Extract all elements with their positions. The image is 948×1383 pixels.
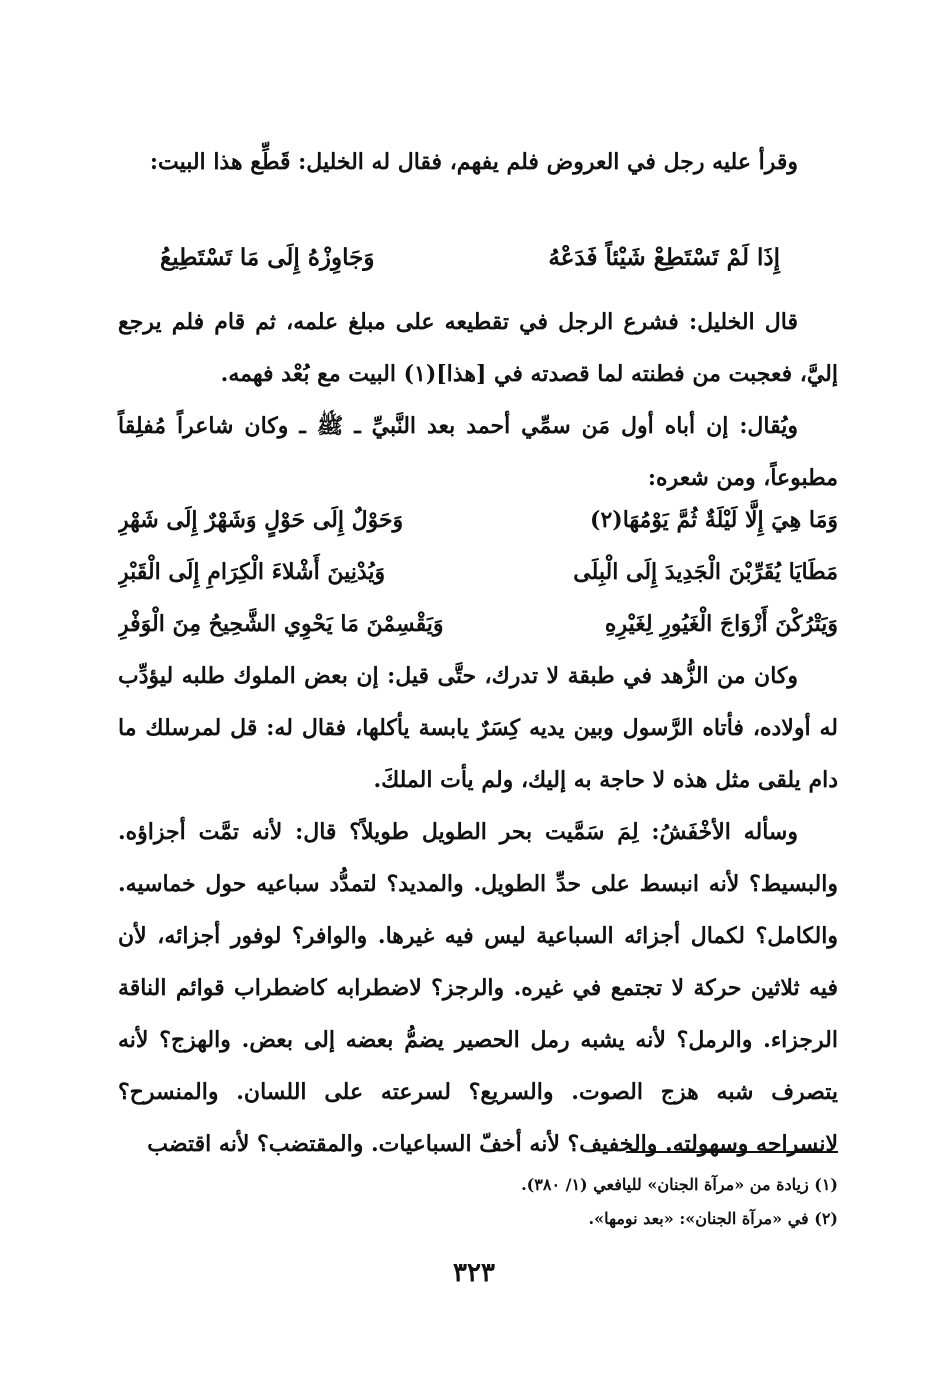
poem-first-hemistich: مَطَايَا يُقَرِّبْنَ الْجَدِيدَ إِلَى الْبِلَى bbox=[573, 559, 838, 585]
paragraph-khalil-account: قال الخليل: فشرع الرجل في تقطيعه على مبلغ علمه، ثم قام فلم يرجع إليَّ، فعجبت من فطنته لما قصدته في [هذا](١) البيت مع بُعْد فهمه. bbox=[118, 309, 838, 387]
paragraph-meters: وسأله الأخْفَشُ: لِمَ سَمَّيت بحر الطويل طويلاً؟ قال: لأنه تمَّت أجزاؤه. والبسيط؟ لأنه انبسط على حدِّ الطويل. والمديد؟ لتمدُّد سباعيه حول خماسيه. والكامل؟ لكمال أجزائه السباعية ليس فيه غيرها. والوافر؟ لوفور أجزائه، لأن فيه ثلاثين حركة لا تجتمع في غيره. والرجز؟ لاضطرابه كاضطراب قوائم الناقة الرجزاء. والرمل؟ لأنه يشبه رمل الحصير يضمُّ بعضه إلى بعض. والهزج؟ لأنه يتصرف شبه هزج الصوت. والسريع؟ لسرعته على اللسان. والمنسرح؟ لانسراحه وسهولته. والخفيف؟ لأنه أخفّ السباعيات. والمقتضب؟ لأنه اقتضب bbox=[118, 819, 838, 1157]
poem-first-hemistich: وَمَا هِيَ إِلَّا لَيْلَةٌ ثُمَّ يَوْمُهَا(٢) bbox=[590, 507, 838, 533]
poem-line bbox=[118, 546, 838, 598]
page-number: ٣٢٣ bbox=[453, 1258, 495, 1288]
quoted-verse bbox=[160, 244, 780, 271]
footnote-2: (٢) في «مرآة الجنان»: «بعد نومها». bbox=[588, 1209, 838, 1228]
poem-second-hemistich: وَيُدْنِينَ أَشْلاءَ الْكِرَامِ إِلَى الْقَبْرِ bbox=[118, 559, 386, 585]
intro-section bbox=[118, 136, 838, 188]
poem-first-hemistich: وَيَتْرُكْنَ أَزْوَاجَ الْغَيُورِ لِغَيْرِهِ bbox=[604, 611, 838, 637]
middle-section bbox=[118, 296, 838, 504]
paragraph-asceticism: وكان من الزُّهد في طبقة لا تدرك، حتَّى قيل: إن بعض الملوك طلبه ليؤدِّب له أولاده، فأتاه الرَّسول وبين يديه كِسَرٌ يابسة يأكلها، فقال له: قل لمرسلك ما دام يلقى مثل هذه لا حاجة به إليك، ولم يأت الملكَ. bbox=[118, 663, 838, 793]
poem-block bbox=[118, 494, 838, 650]
verse-second-hemistich: وَجَاوِزْهُ إِلَى مَا تَسْتَطِيعُ bbox=[160, 244, 375, 271]
poem-line bbox=[118, 598, 838, 650]
intro-paragraph: وقرأ عليه رجل في العروض فلم يفهم، فقال له الخليل: قَطِّع هذا البيت: bbox=[149, 149, 798, 175]
poem-second-hemistich: وَحَوْلٌ إِلَى حَوْلٍ وَشَهْرٌ إِلَى شَهْرِ bbox=[118, 507, 404, 533]
poem-second-hemistich: وَيَقْسِمْنَ مَا يَحْوِي الشَّحِيحُ مِنَ الْوَفْرِ bbox=[118, 611, 444, 637]
paragraph-name-origin: ويُقال: إن أباه أول مَن سمِّي أحمد بعد النَّبيِّ ـ ﷺ ـ وكان شاعراً مُفلِقاً مطبوعاً، ومن شعره: bbox=[118, 413, 838, 491]
footnote-1: (١) زيادة من «مرآة الجنان» لليافعي (١/ ٣٨٠). bbox=[521, 1175, 838, 1194]
footnote-divider bbox=[626, 1151, 838, 1153]
footnotes bbox=[400, 1168, 838, 1236]
late-section bbox=[118, 650, 838, 1170]
poem-line bbox=[118, 494, 838, 546]
verse-first-hemistich: إِذَا لَمْ تَسْتَطِعْ شَيْئاً فَدَعْهُ bbox=[548, 244, 780, 271]
